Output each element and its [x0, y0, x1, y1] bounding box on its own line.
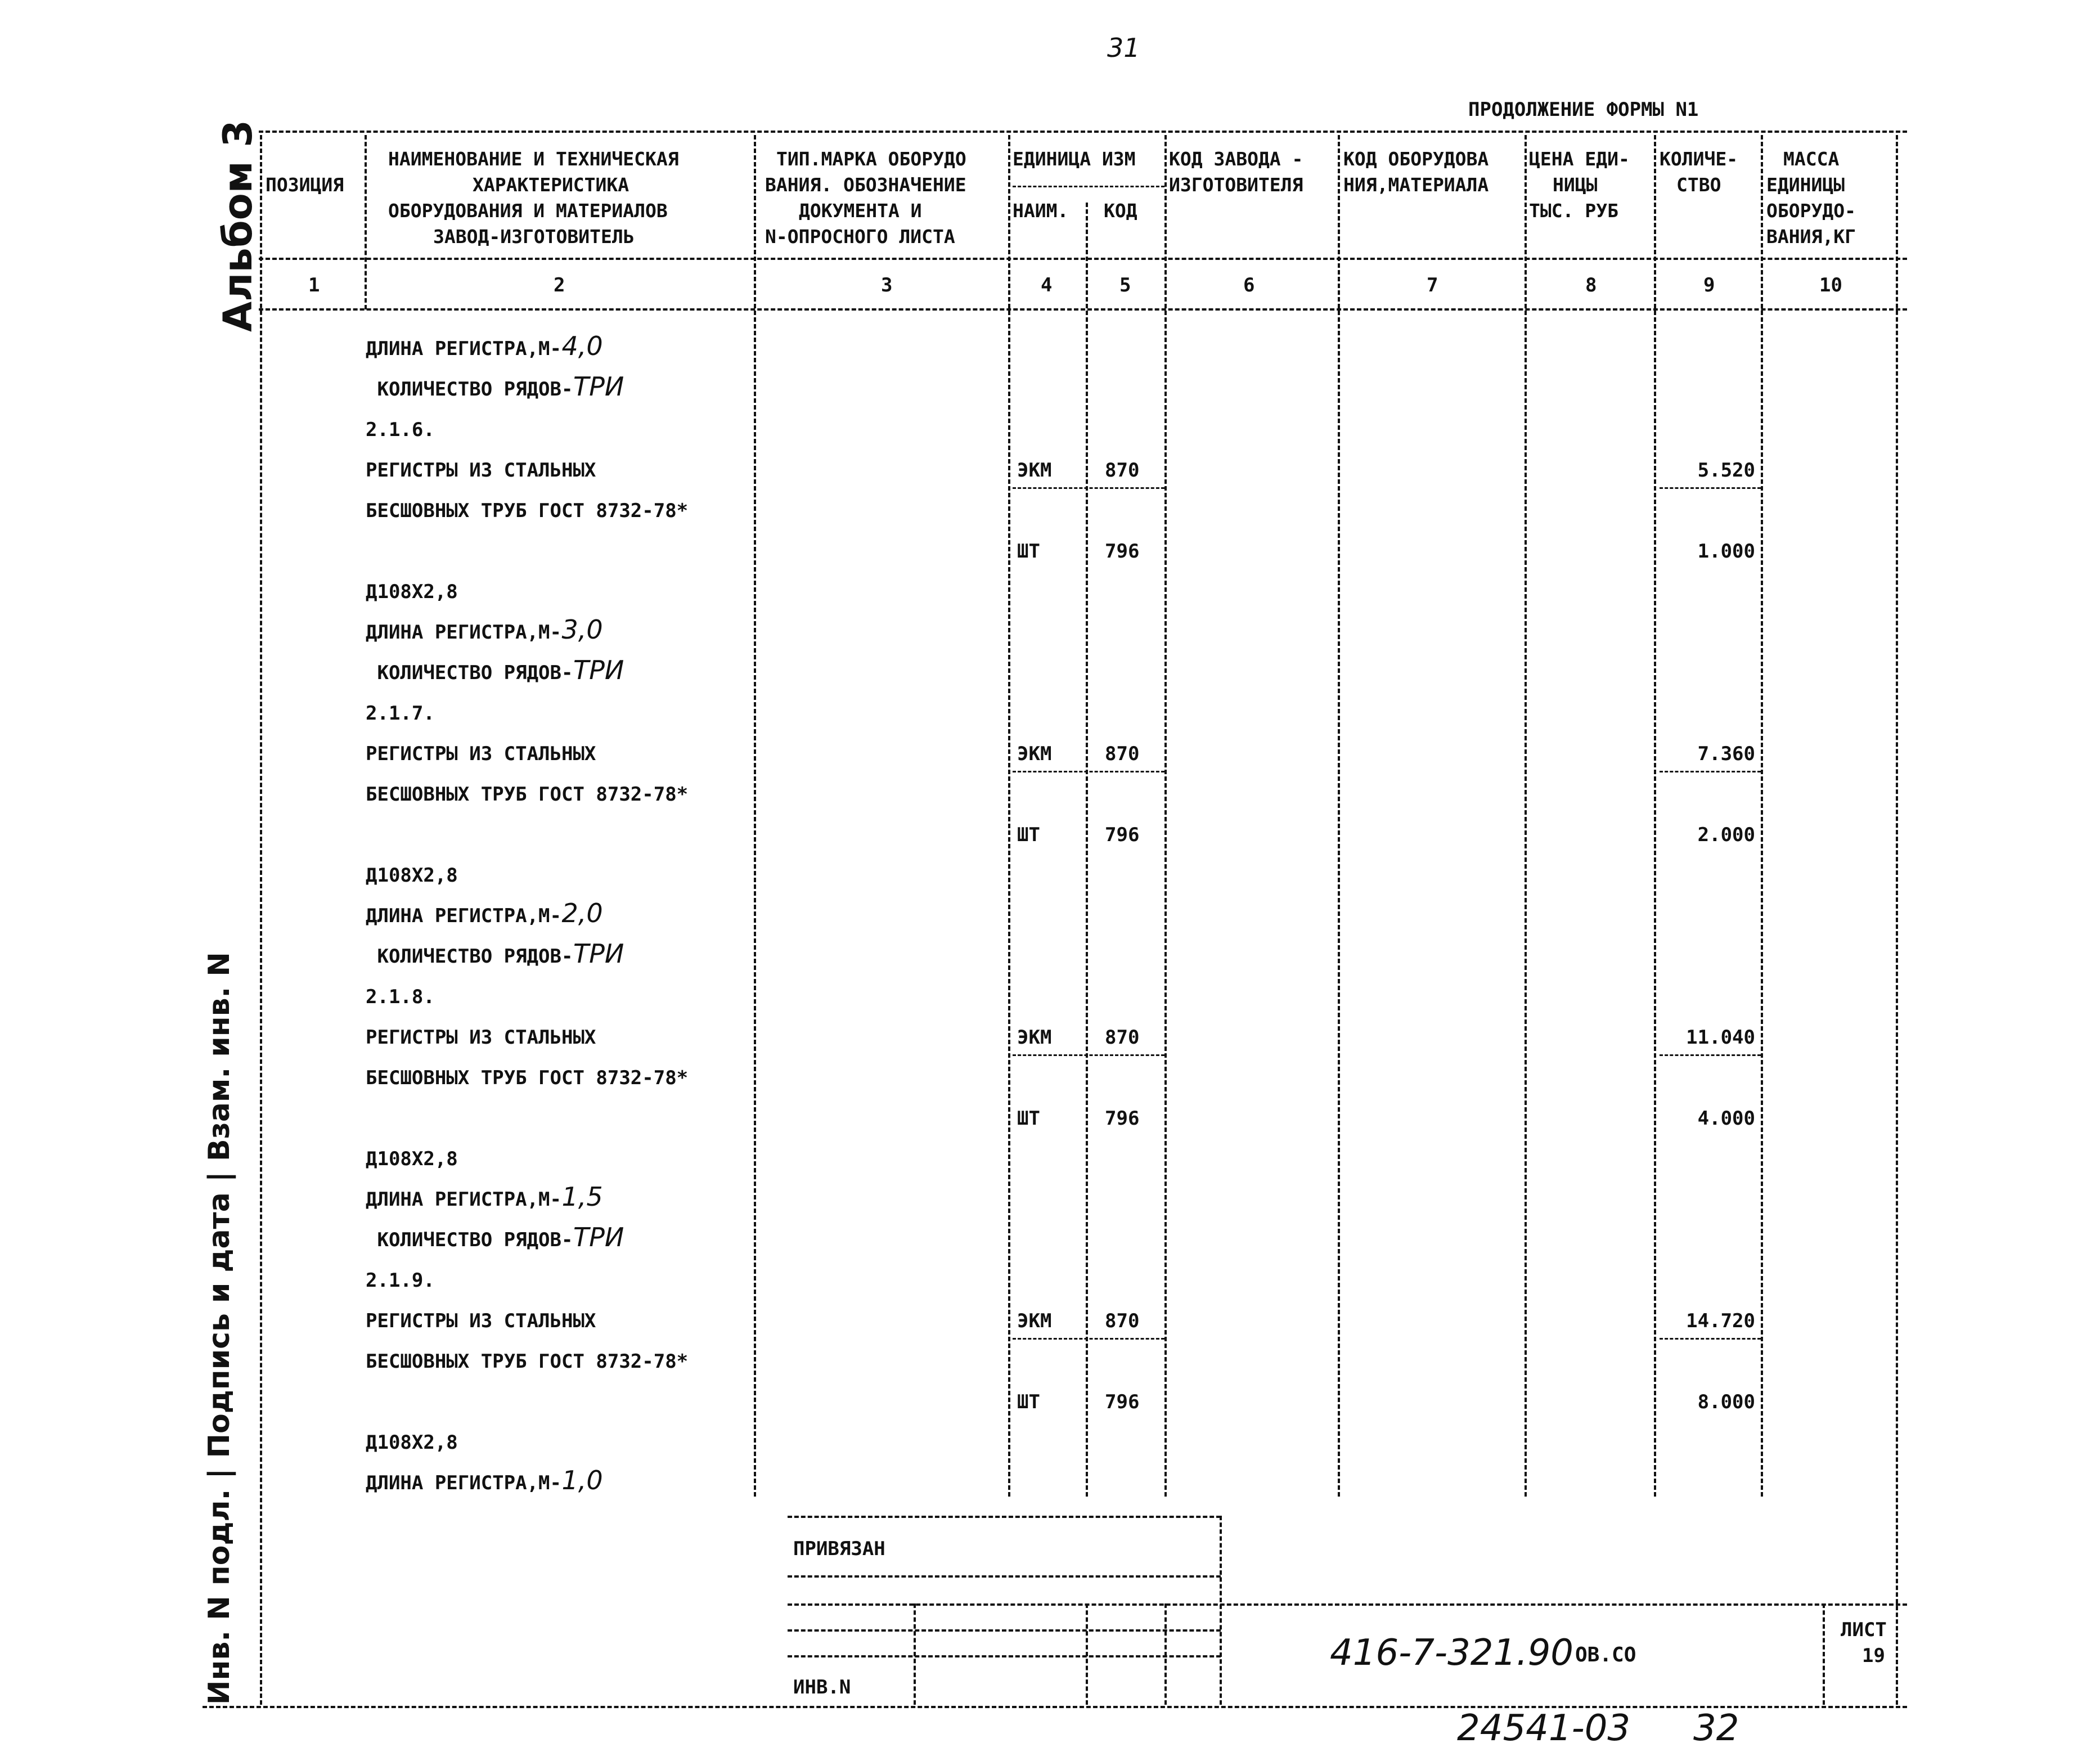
- col-divider-5: [1164, 135, 1167, 1497]
- unit-separator: [1013, 487, 1164, 489]
- bottom-page: 32: [1693, 1708, 1739, 1749]
- row-name: Д108Х2,8: [366, 581, 458, 603]
- header-col3-line4: N-ОПРОСНОГО ЛИСТА: [765, 226, 955, 248]
- quantity-separator: [1660, 1338, 1761, 1340]
- row-unit-code: 870: [1105, 743, 1140, 765]
- col-divider-7: [1525, 135, 1527, 1497]
- row-name: БЕСШОВНЫХ ТРУБ ГОСТ 8732-78*: [366, 1350, 689, 1373]
- row-name: КОЛИЧЕСТВО РЯДОВ-: [366, 1229, 573, 1251]
- row-name: РЕГИСТРЫ ИЗ СТАЛЬНЫХ: [366, 1310, 596, 1332]
- row-quantity: 14.720: [1686, 1310, 1755, 1332]
- row-handwritten-value: 2,0: [561, 898, 603, 928]
- row-unit: ЭКМ: [1017, 1310, 1052, 1332]
- header-col5: КОД: [1104, 200, 1137, 222]
- header-col7-line1: КОД ОБОРУДОВА: [1343, 148, 1489, 170]
- stamp-top-line: [788, 1516, 1221, 1518]
- col-divider-9: [1761, 135, 1763, 1497]
- header-col10-line4: ВАНИЯ,КГ: [1766, 226, 1856, 248]
- row-quantity: 1.000: [1697, 540, 1755, 563]
- row-name: РЕГИСТРЫ ИЗ СТАЛЬНЫХ: [366, 459, 596, 482]
- row-unit: ШТ: [1017, 824, 1040, 846]
- col-divider-0: [260, 135, 262, 1705]
- quantity-separator: [1660, 487, 1761, 489]
- row-name: КОЛИЧЕСТВО РЯДОВ-: [366, 945, 573, 968]
- inv-label: ИНВ.N: [793, 1676, 851, 1699]
- col-divider-8: [1654, 135, 1656, 1497]
- row-name: ДЛИНА РЕГИСТРА,М-: [366, 1188, 561, 1211]
- row-name: КОЛИЧЕСТВО РЯДОВ-: [366, 662, 573, 684]
- header-col2-line2: ХАРАКТЕРИСТИКА: [473, 174, 629, 196]
- header-col9-line2: СТВО: [1676, 174, 1721, 196]
- stamp-line-3: [788, 1603, 1907, 1606]
- side-stamp: Инв. N подл. | Подпись и дата | Взам. инв. N: [203, 952, 236, 1705]
- row-unit-code: 870: [1105, 1026, 1140, 1049]
- header-col8-line1: ЦЕНА ЕДИ-: [1529, 148, 1630, 170]
- row-unit-code: 796: [1105, 1107, 1140, 1130]
- row-handwritten-value: ТРИ: [573, 655, 624, 685]
- header-col6-line2: ИЗГОТОВИТЕЛЯ: [1169, 174, 1303, 196]
- row-handwritten-value: 3,0: [561, 614, 603, 645]
- row-handwritten-value: 1,0: [561, 1465, 603, 1495]
- quantity-separator: [1660, 1054, 1761, 1056]
- col-number-10: 10: [1819, 274, 1842, 297]
- col-number-1: 1: [308, 274, 320, 297]
- header-col9-line1: КОЛИЧЕ-: [1660, 148, 1738, 170]
- col-number-8: 8: [1585, 274, 1597, 297]
- header-col10-line1: МАССА: [1783, 148, 1840, 170]
- header-col3-line1: ТИП.МАРКА ОБОРУДО: [776, 148, 966, 170]
- col-divider-2: [754, 135, 756, 1497]
- header-col8-line3: ТЫС. РУБ: [1529, 200, 1618, 222]
- stamp-divider-1: [914, 1603, 916, 1705]
- header-col10-line3: ОБОРУДО-: [1766, 200, 1856, 222]
- header-col7-line2: НИЯ,МАТЕРИАЛА: [1343, 174, 1489, 196]
- row-handwritten-value: 1,5: [561, 1182, 603, 1212]
- row-unit: ЭКМ: [1017, 459, 1052, 482]
- stamp-divider-3: [1164, 1603, 1167, 1705]
- row-name: БЕСШОВНЫХ ТРУБ ГОСТ 8732-78*: [366, 783, 689, 806]
- header-col3-line3: ДОКУМЕНТА И: [799, 200, 922, 222]
- row-name: РЕГИСТРЫ ИЗ СТАЛЬНЫХ: [366, 1026, 596, 1049]
- privyazan-label: ПРИВЯЗАН: [793, 1538, 885, 1560]
- header-col2-line1: НАИМЕНОВАНИЕ И ТЕХНИЧЕСКАЯ: [388, 148, 679, 170]
- header-col45-sep: [1013, 186, 1164, 187]
- col-number-5: 5: [1119, 274, 1131, 297]
- row-unit-code: 870: [1105, 459, 1140, 482]
- row-name: РЕГИСТРЫ ИЗ СТАЛЬНЫХ: [366, 743, 596, 765]
- sheet-number: 19: [1862, 1645, 1885, 1667]
- row-handwritten-value: 4,0: [561, 331, 603, 361]
- row-quantity: 4.000: [1697, 1107, 1755, 1130]
- row-name: ДЛИНА РЕГИСТРА,М-: [366, 1472, 561, 1494]
- header-col8-line2: НИЦЫ: [1553, 174, 1598, 196]
- row-name: Д108Х2,8: [366, 1148, 458, 1170]
- row-unit-code: 796: [1105, 1391, 1140, 1413]
- quantity-separator: [1660, 771, 1761, 772]
- sheet-box-left: [1823, 1603, 1825, 1705]
- row-unit: ЭКМ: [1017, 743, 1052, 765]
- doc-suffix: ОВ.СО: [1575, 1643, 1636, 1666]
- row-handwritten-value: ТРИ: [573, 371, 624, 402]
- row-name: ДЛИНА РЕГИСТРА,М-: [366, 905, 561, 927]
- row-quantity: 5.520: [1697, 459, 1755, 482]
- stamp-divider-2: [1086, 1603, 1088, 1705]
- header-col2-line4: ЗАВОД-ИЗГОТОВИТЕЛЬ: [433, 226, 635, 248]
- col-divider-10: [1896, 135, 1898, 1705]
- stamp-divider-4: [1220, 1516, 1222, 1705]
- header-col4: НАИМ.: [1013, 200, 1069, 222]
- stamp-line-5: [788, 1655, 1221, 1657]
- col-number-9: 9: [1703, 274, 1715, 297]
- header-bottom-border: [259, 258, 1907, 260]
- stamp-line-4: [788, 1629, 1221, 1632]
- row-quantity: 2.000: [1697, 824, 1755, 846]
- col-divider-1: [365, 135, 367, 309]
- row-unit-code: 796: [1105, 540, 1140, 563]
- row-unit-code: 796: [1105, 824, 1140, 846]
- row-handwritten-value: ТРИ: [573, 1222, 624, 1252]
- col-number-6: 6: [1243, 274, 1255, 297]
- col-divider-3: [1008, 135, 1010, 1497]
- row-name: 2.1.8.: [366, 986, 435, 1008]
- row-unit: ШТ: [1017, 1107, 1040, 1130]
- form-continuation-title: ПРОДОЛЖЕНИЕ ФОРМЫ N1: [1468, 98, 1699, 121]
- row-name: БЕСШОВНЫХ ТРУБ ГОСТ 8732-78*: [366, 500, 689, 522]
- bottom-code: 24541-03: [1457, 1708, 1631, 1749]
- row-name: КОЛИЧЕСТВО РЯДОВ-: [366, 378, 573, 401]
- header-col1: ПОЗИЦИЯ: [266, 174, 344, 196]
- stamp-line-2: [788, 1575, 1221, 1578]
- row-handwritten-value: ТРИ: [573, 938, 624, 969]
- row-unit: ЭКМ: [1017, 1026, 1052, 1049]
- unit-separator: [1013, 1338, 1164, 1340]
- header-col10-line2: ЕДИНИЦЫ: [1766, 174, 1845, 196]
- row-quantity: 7.360: [1697, 743, 1755, 765]
- table-top-border: [259, 131, 1907, 133]
- row-quantity: 11.040: [1686, 1026, 1755, 1049]
- row-name: ДЛИНА РЕГИСТРА,М-: [366, 338, 561, 360]
- row-name: БЕСШОВНЫХ ТРУБ ГОСТ 8732-78*: [366, 1067, 689, 1089]
- col-divider-4: [1086, 203, 1088, 1497]
- col-number-7: 7: [1427, 274, 1438, 297]
- header-col6-line1: КОД ЗАВОДА -: [1169, 148, 1303, 170]
- row-name: Д108Х2,8: [366, 864, 458, 887]
- header-col45-line1: ЕДИНИЦА ИЗМ: [1013, 148, 1136, 170]
- doc-code: 416-7-321.90: [1330, 1632, 1573, 1674]
- col-divider-6: [1338, 135, 1340, 1497]
- sheet-label: ЛИСТ: [1841, 1619, 1887, 1641]
- row-unit: ШТ: [1017, 1391, 1040, 1413]
- row-name: ДЛИНА РЕГИСТРА,М-: [366, 621, 561, 644]
- numbers-bottom-border: [259, 308, 1907, 311]
- col-number-4: 4: [1041, 274, 1053, 297]
- unit-separator: [1013, 771, 1164, 772]
- col-number-3: 3: [881, 274, 893, 297]
- row-name: Д108Х2,8: [366, 1431, 458, 1454]
- unit-separator: [1013, 1054, 1164, 1056]
- header-col2-line3: ОБОРУДОВАНИЯ И МАТЕРИАЛОВ: [388, 200, 668, 222]
- row-name: 2.1.6.: [366, 419, 435, 441]
- row-unit-code: 870: [1105, 1310, 1140, 1332]
- page-number-top: 31: [1107, 33, 1140, 63]
- row-name: 2.1.7.: [366, 702, 435, 725]
- col-number-2: 2: [554, 274, 565, 297]
- row-unit: ШТ: [1017, 540, 1040, 563]
- row-quantity: 8.000: [1697, 1391, 1755, 1413]
- row-name: 2.1.9.: [366, 1269, 435, 1292]
- album-label: Альбом 3: [215, 120, 261, 332]
- table-bottom-border: [203, 1706, 1907, 1708]
- header-col3-line2: ВАНИЯ. ОБОЗНАЧЕНИЕ: [765, 174, 966, 196]
